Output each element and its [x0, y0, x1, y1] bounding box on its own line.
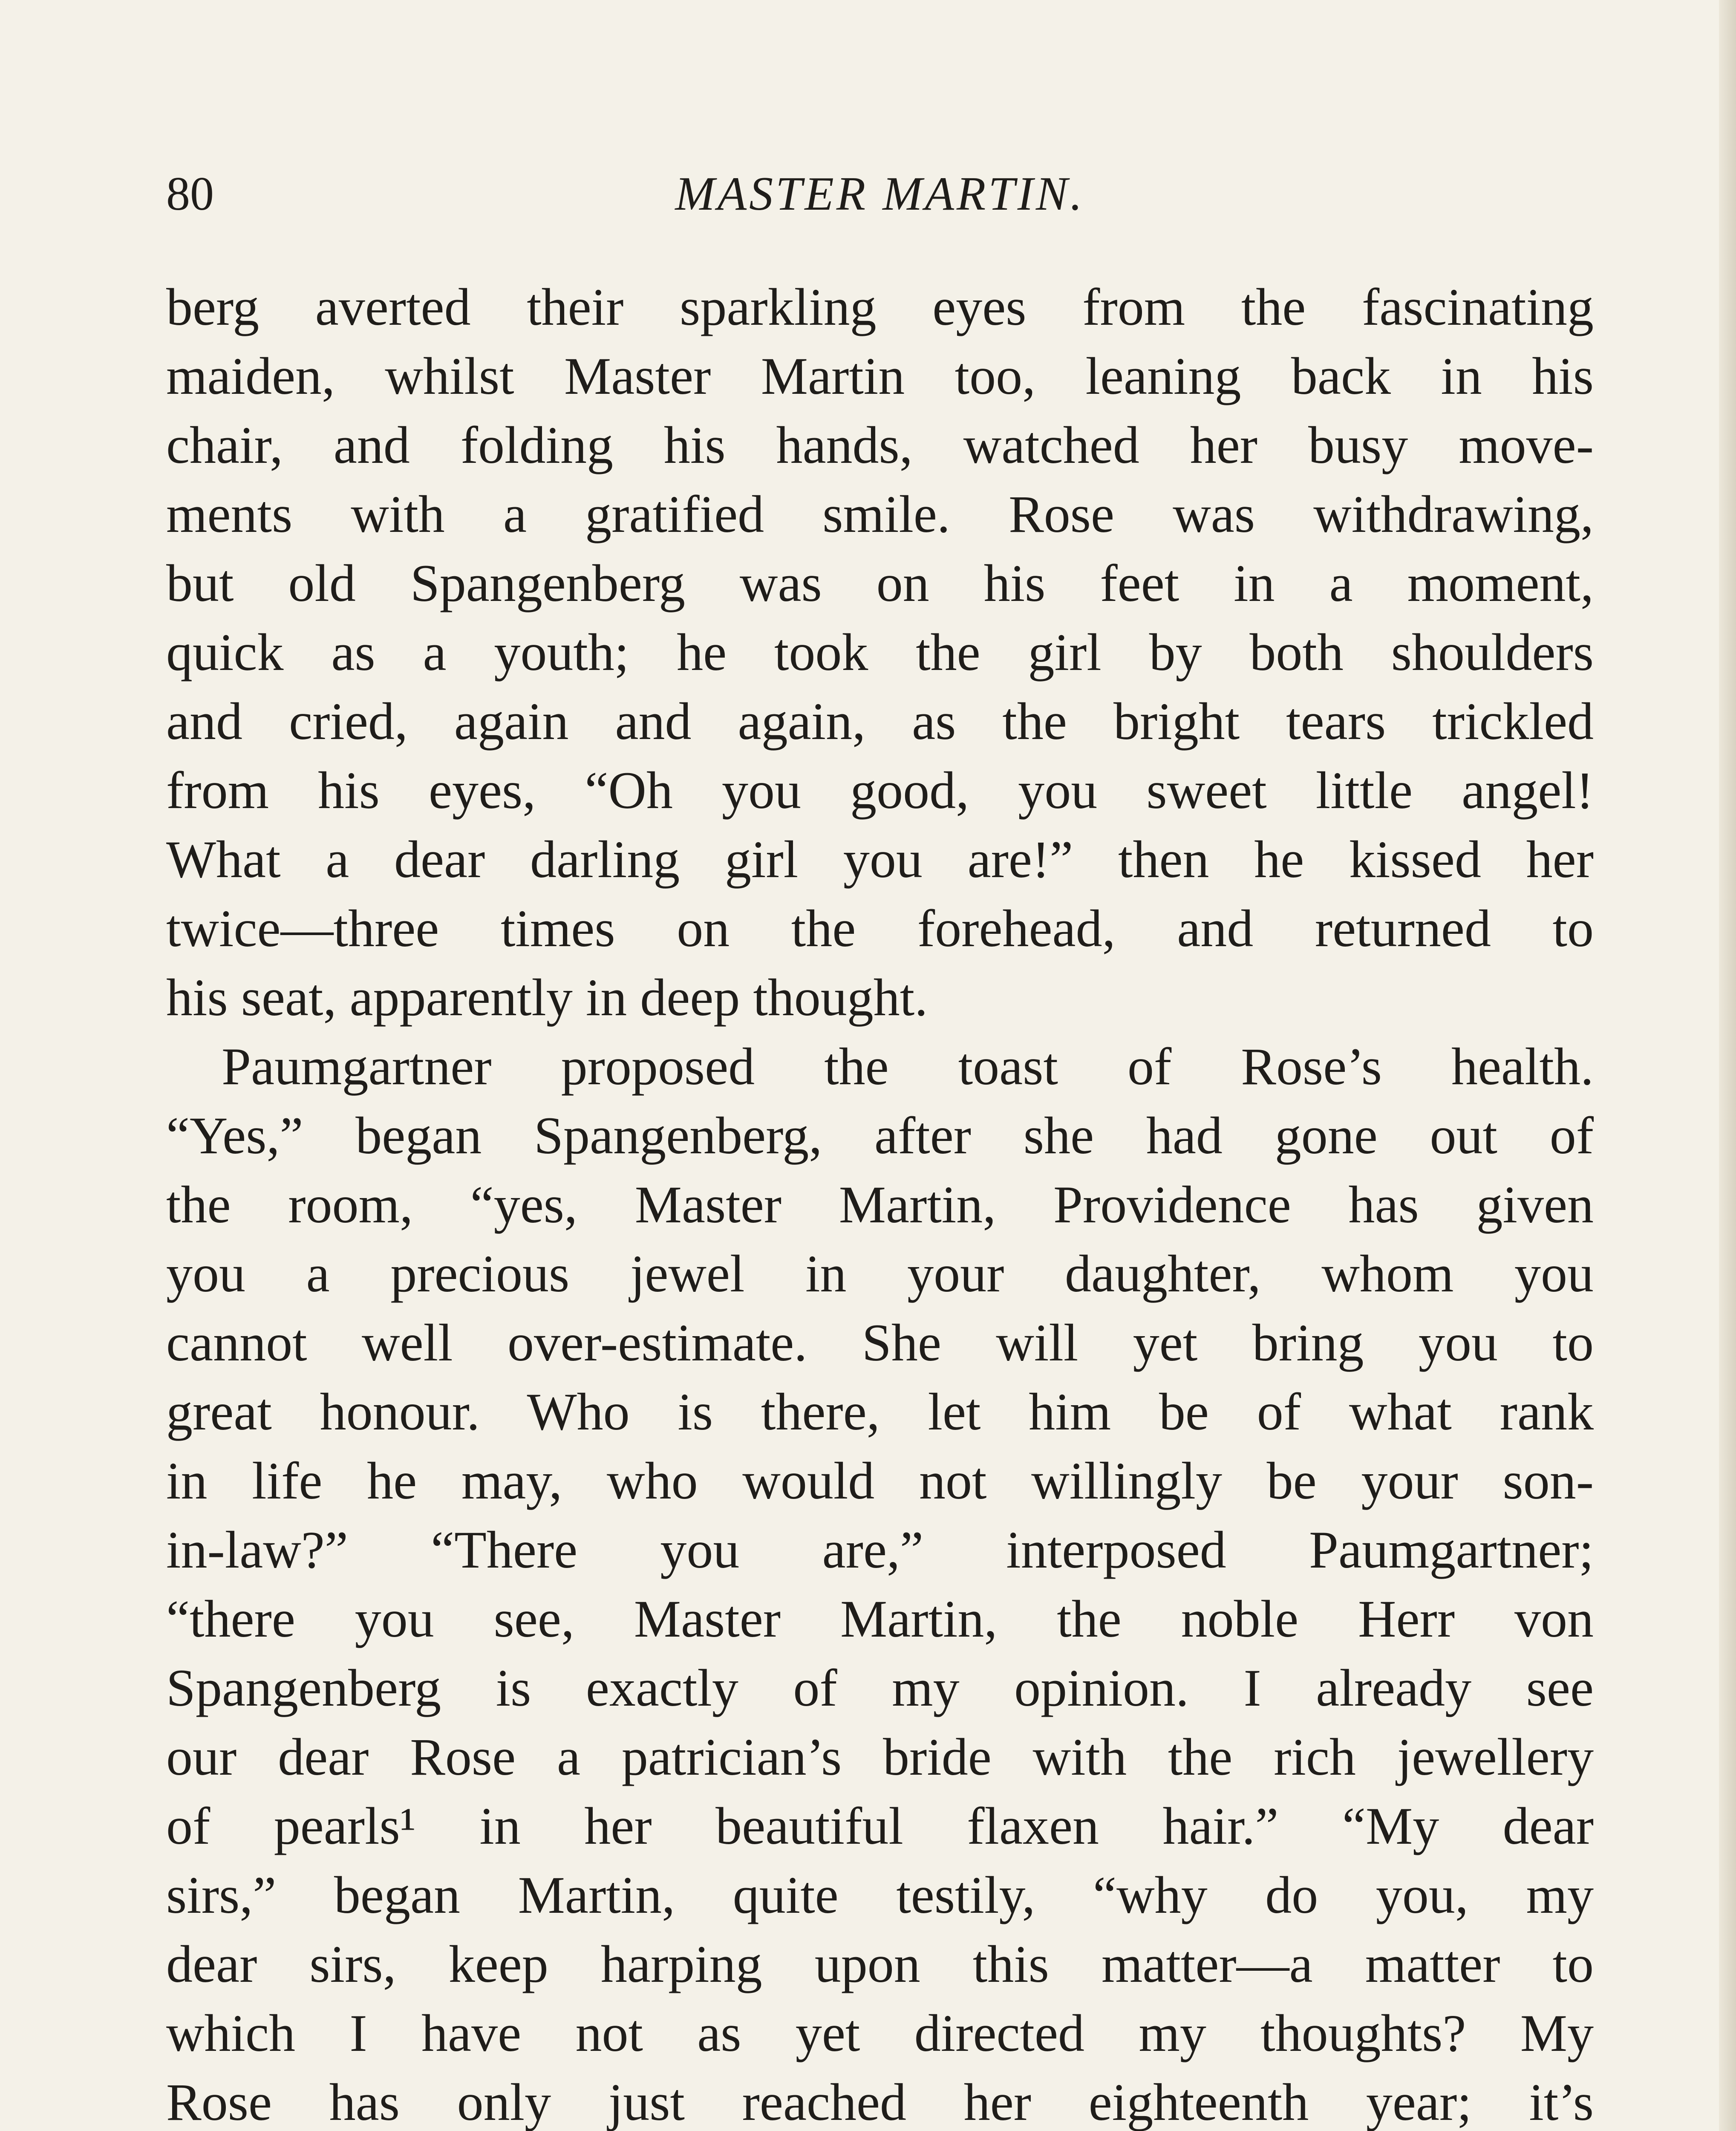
text-line: our dear Rose a patrician’s bride with the rich jewellery: [166, 1728, 1594, 1786]
text-line: chair, and folding his hands, watched her busy move-: [166, 416, 1594, 474]
text-line: dear sirs, keep harping upon this matter—a matter to: [166, 1935, 1594, 1993]
page-number: 80: [166, 167, 214, 220]
text-line: “there you see, Master Martin, the noble Herr von: [166, 1590, 1594, 1648]
text-line: “Yes,” began Spangenberg, after she had gone out of: [166, 1106, 1594, 1165]
text-line: quick as a youth; he took the girl by both shoulders: [166, 623, 1594, 681]
text-line: twice—three times on the forehead, and returned to: [166, 899, 1594, 958]
text-line: Rose has only just reached her eighteenth year; it’s: [166, 2073, 1594, 2131]
text-line: which I have not as yet directed my thoughts? My: [166, 2004, 1594, 2062]
text-line: his seat, apparently in deep thought.: [166, 968, 928, 1027]
running-head: [166, 166, 1594, 222]
running-title: MASTER MARTIN.: [675, 167, 1085, 220]
text-line: of pearls¹ in her beautiful flaxen hair.” “My dear: [166, 1797, 1594, 1855]
text-line: from his eyes, “Oh you good, you sweet little angel!: [166, 761, 1594, 820]
page-edge-shadow: [1719, 0, 1736, 2131]
text-line: maiden, whilst Master Martin too, leaning back in his: [166, 347, 1594, 405]
text-line: What a dear darling girl you are!” then he kissed her: [166, 830, 1594, 889]
text-line: but old Spangenberg was on his feet in a moment,: [166, 554, 1594, 612]
text-line: you a precious jewel in your daughter, whom you: [166, 1245, 1594, 1303]
text-line: in life he may, who would not willingly be your son-: [166, 1452, 1594, 1510]
text-line: the room, “yes, Master Martin, Providence has given: [166, 1175, 1594, 1234]
text-line: sirs,” began Martin, quite testily, “why do you, my: [166, 1866, 1594, 1924]
text-line: berg averted their sparkling eyes from the fascinating: [166, 278, 1594, 336]
text-line: and cried, again and again, as the bright tears trickled: [166, 692, 1594, 751]
text-line: cannot well over-estimate. She will yet bring you to: [166, 1314, 1594, 1372]
text-line: in-law?” “There you are,” interposed Paumgartner;: [166, 1521, 1594, 1579]
text-line: Spangenberg is exactly of my opinion. I already see: [166, 1659, 1594, 1717]
body-text: [166, 273, 1594, 2131]
text-line: Paumgartner proposed the toast of Rose’s health.: [222, 1037, 1594, 1096]
text-line: great honour. Who is there, let him be of what rank: [166, 1383, 1594, 1441]
text-line: ments with a gratified smile. Rose was withdrawing,: [166, 485, 1594, 543]
